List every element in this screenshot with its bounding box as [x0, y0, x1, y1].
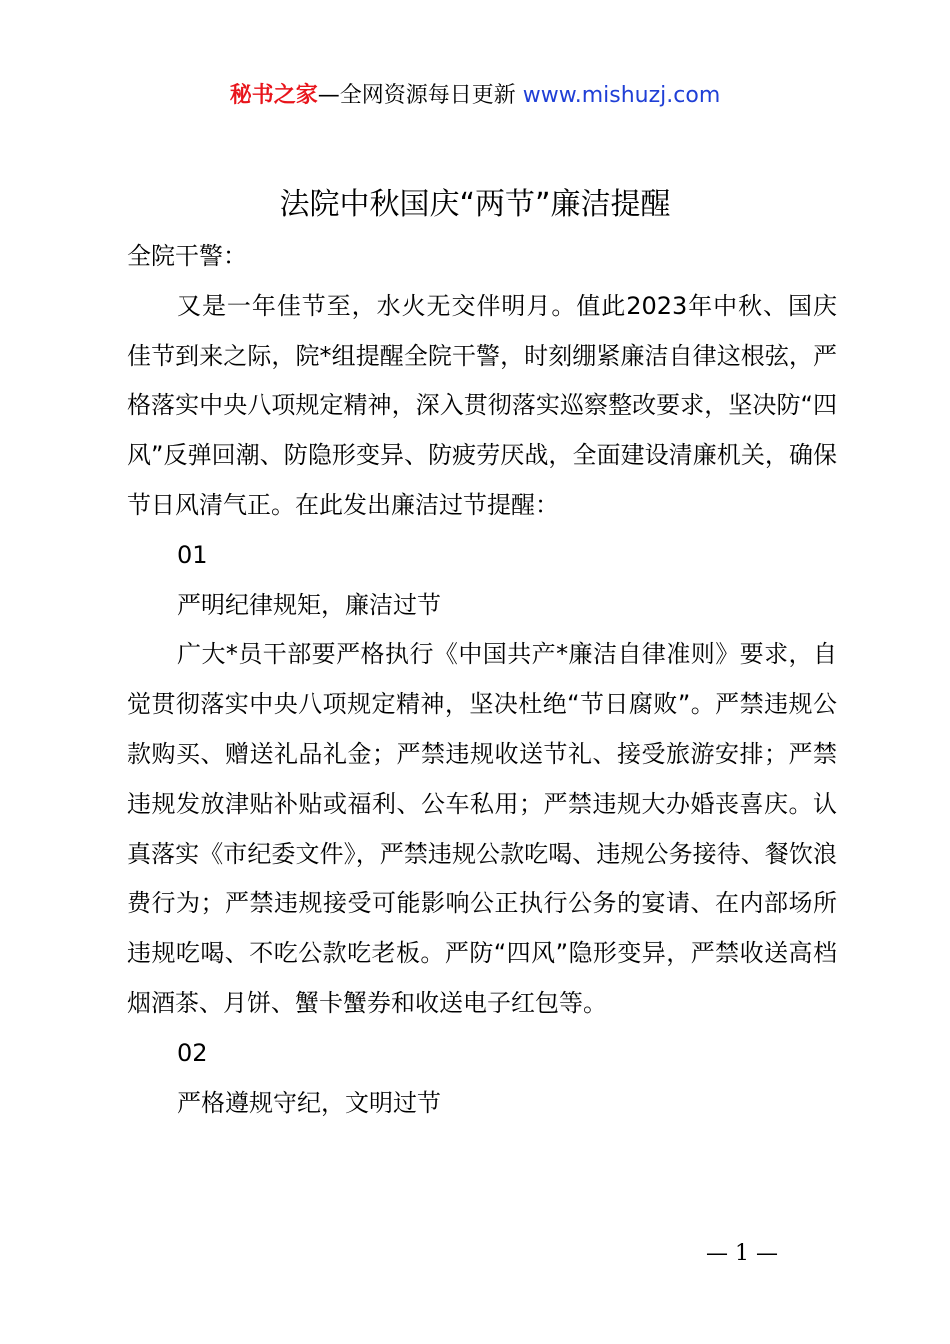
section-number: 01: [177, 540, 208, 569]
salutation: 全院干警：: [127, 242, 247, 270]
site-header: [0, 80, 950, 112]
section-heading: 严格遵规守纪，文明过节: [177, 1088, 441, 1117]
intro-paragraph: 又是一年佳节至，水火无交伴明月。值此2023年中秋、国庆佳节到来之际，院*组提醒全院干警，时刻绷紧廉洁自律这根弦，严格落实中央八项规定精神，深入贯彻落实巡察整改要求，坚决防“四风”反弹回潮、防隐形变异、防疲劳厌战，全面建设清廉机关，确保节日风清气正。在此发出廉洁过节提醒：: [127, 291, 837, 519]
page-number: — 1 —: [706, 1241, 778, 1266]
document-body: [127, 232, 837, 1128]
section-body: 广大*员干部要严格执行《中国共产*廉洁自律准则》要求，自觉贯彻落实中央八项规定精神，坚决杜绝“节日腐败”。严禁违规公款购买、赠送礼品礼金；严禁违规收送节礼、接受旅游安排；严禁违规发放津贴补贴或福利、公车私用；严禁违规大办婚丧喜庆。认真落实《市纪委文件》，严禁违规公款吃喝、违规公务接待、餐饮浪费行为；严禁违规接受可能影响公正执行公务的宴请、在内部场所违规吃喝、不吃公款吃老板。严防“四风”隐形变异，严禁收送高档烟酒茶、月饼、蟹卡蟹券和收送电子红包等。: [127, 640, 837, 1017]
document-title: 法院中秋国庆“两节”廉洁提醒: [279, 187, 671, 222]
section-number: 02: [177, 1038, 208, 1067]
site-url-link[interactable]: www.mishuzj.com: [522, 83, 721, 108]
header-tagline: —全网资源每日更新: [317, 83, 516, 108]
brand-name: 秘书之家: [229, 83, 318, 108]
section-heading: 严明纪律规矩，廉洁过节: [177, 590, 441, 619]
